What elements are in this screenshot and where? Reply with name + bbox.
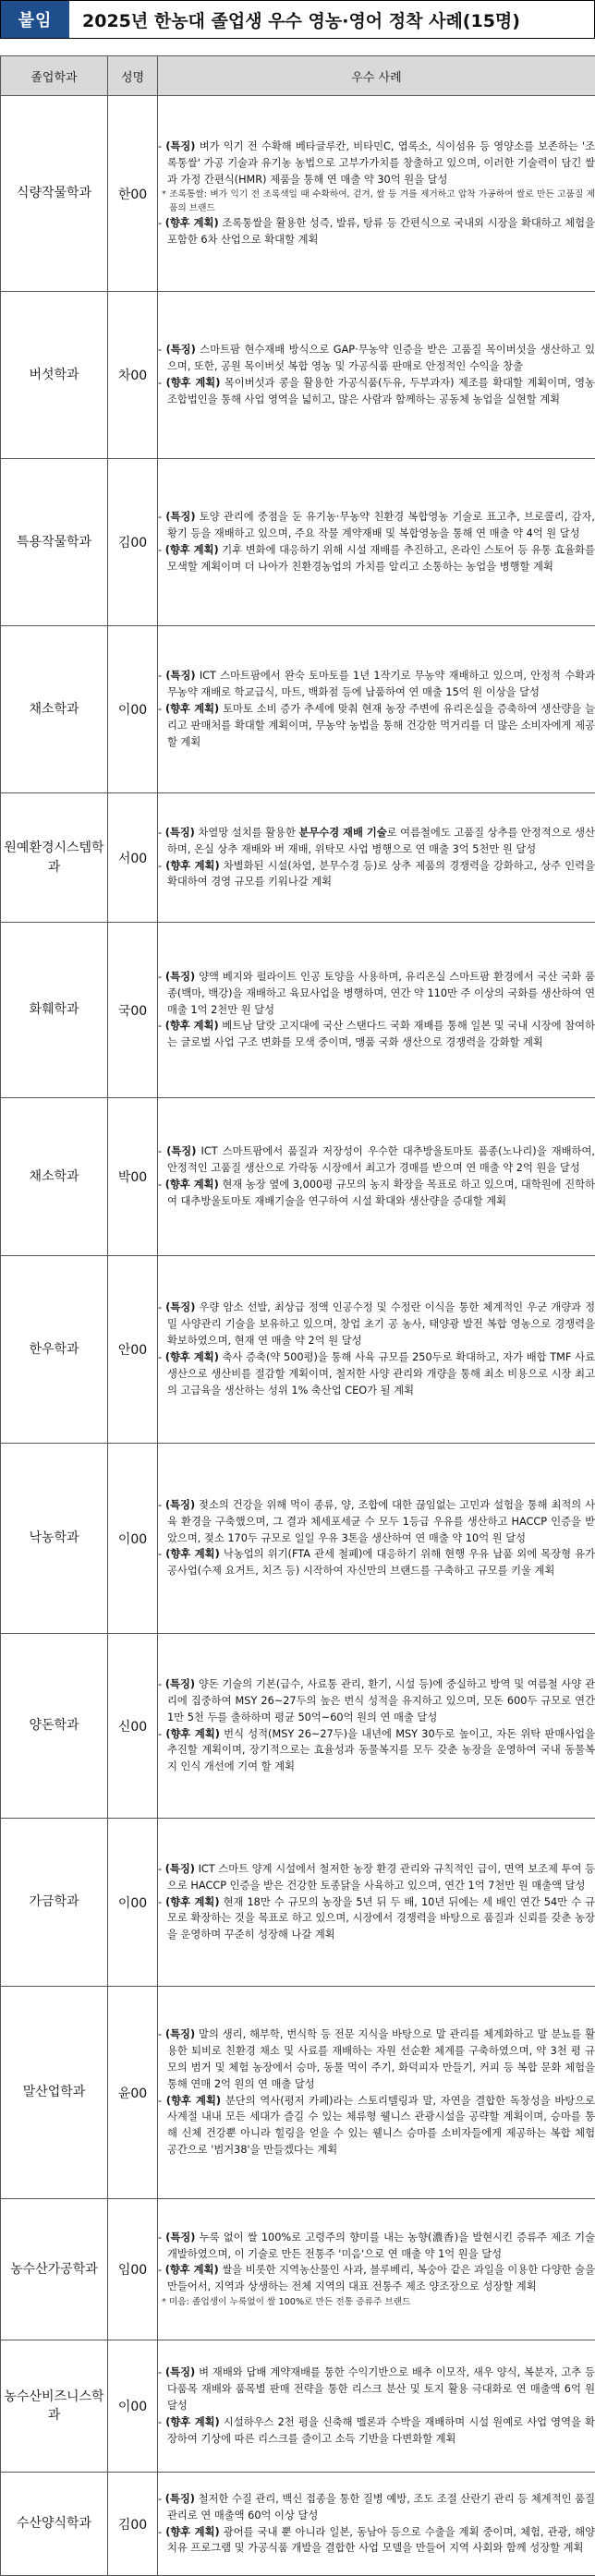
name-cell: 윤00 bbox=[108, 1987, 158, 2199]
case-item bbox=[158, 1726, 595, 1776]
case-item bbox=[158, 1177, 595, 1210]
dash-bullet: - bbox=[158, 2231, 165, 2243]
dash-bullet: - bbox=[158, 1179, 165, 1191]
cases-cell bbox=[158, 2473, 595, 2576]
dash-bullet: - bbox=[158, 1863, 165, 1875]
case-note bbox=[158, 187, 595, 215]
case-text: 조록통쌀을 활용한 성즉, 발류, 탕류 등 간편식으로 국내외 시장을 확대하고 체험을 포함한 6차 산업으로 확대할 계획 bbox=[167, 217, 595, 246]
case-item bbox=[158, 2414, 595, 2448]
table-row bbox=[1, 1098, 595, 1256]
dash-bullet: - bbox=[158, 217, 165, 229]
case-text: 양액 베지와 펄라이트 인공 토양을 사용하며, 유리온실 스마트팜 환경에서 국산 국화 품종(백마, 백강)을 재배하고 육묘사업을 병행하며, 연간 약 110만 주 이상의 국화를 생산하여 연 매출 1억 2천만 원 달성 bbox=[167, 971, 595, 1016]
case-keyword: (향후 계획) bbox=[165, 1351, 219, 1363]
case-item bbox=[158, 2491, 595, 2524]
case-text: 스마트팜 현수재배 방식으로 GAP·무농약 인증을 받은 고품질 목이버섯을 생산하고 있으며, 또한, 공원 목이버섯 복합 영농 및 가공식품 판매로 안정적인 수익을 창출 bbox=[167, 344, 595, 372]
dash-bullet: - bbox=[158, 140, 165, 152]
case-text: 우량 암소 선발, 최상급 정액 인공수정 및 수정란 이식을 통한 체계적인 우군 개량과 정밀 사양관리 기술을 보유하고 있으며, 창업 초기 공 농사, 태양광 발전 복합 영농으로 경쟁력을 확보하였으며, 현재 연 매출 약 2억 원 달성 bbox=[167, 1301, 595, 1347]
case-text: 분단의 역사(평저 카페)라는 스토리텔링과 말, 자연을 결합한 독창성을 바탕으로 사계절 내내 모든 세대가 즐길 수 있는 체류형 웰니스 관광시설을 공략할 계획이며, 승마를 통해 신체 건강뿐 아니라 힐링을 얻을 수 있는 웰니스 승마를 소비자들에게 제공하는 복합 체험 공간으로 '범거38'을 만들겠다는 계획 bbox=[167, 2095, 595, 2157]
table-row bbox=[1, 459, 595, 626]
department-cell: 한우학과 bbox=[1, 1256, 108, 1444]
case-item bbox=[158, 542, 595, 575]
case-item bbox=[158, 1143, 595, 1177]
case-keyword: (향후 계획) bbox=[165, 1728, 220, 1740]
table-row bbox=[1, 2340, 595, 2473]
cases-cell bbox=[158, 2340, 595, 2473]
dash-bullet: - bbox=[158, 2366, 165, 2378]
cases-cell bbox=[158, 1987, 595, 2199]
dash-bullet: - bbox=[158, 2416, 165, 2428]
cases-cell bbox=[158, 1256, 595, 1444]
name-cell: 안00 bbox=[108, 1256, 158, 1444]
name-cell: 김00 bbox=[108, 459, 158, 626]
department-cell: 채소학과 bbox=[1, 1098, 108, 1256]
case-keyword-inline: 분무수경 재배 기술 bbox=[298, 827, 386, 839]
case-keyword: (향후 계획) bbox=[165, 217, 219, 229]
case-item bbox=[158, 2524, 595, 2558]
case-text: 낙농업의 위기(FTA 관세 철폐)에 대응하기 위해 현행 우유 납품 외에 목장형 유가공사업(수제 요거트, 치즈 등) 시작하여 자신만의 브랜드를 구축하고 규모를 키울 계획 bbox=[167, 1548, 595, 1577]
dash-bullet: - bbox=[158, 377, 166, 389]
title-bar bbox=[0, 0, 595, 39]
dash-bullet: - bbox=[158, 1145, 166, 1157]
dash-bullet: - bbox=[158, 1728, 165, 1740]
case-text: 누룩 없이 쌀 100%로 고령주의 향미를 내는 농향(濃香)을 발현시킨 증류주 제조 기술 개발하였으며, 이 기술로 만든 전통주 '미음'으로 연 매출 약 1억 원을 달성 bbox=[167, 2231, 595, 2260]
case-text: 말의 생리, 해부학, 번식학 등 전문 지식을 바탕으로 말 관리를 체계화하고 말 분뇨를 활용한 퇴비로 친환경 채소 및 사료를 재배하는 자원 선순환 체계를 구축하였으며, 약 3천 평 규모의 범거 및 체험 농장에서 승마, 동물 먹이 주기, 화덕피자 만들기, 커피 등 복합 문화 체험을 통해 연매 2억 원의 연 매출 달성 bbox=[167, 2028, 595, 2090]
dash-bullet: - bbox=[158, 344, 166, 356]
case-keyword: (향후 계획) bbox=[166, 377, 221, 389]
case-item bbox=[158, 2093, 595, 2159]
case-note bbox=[158, 2295, 595, 2309]
spacer bbox=[0, 39, 595, 55]
case-text: ICT 스마트팜에서 완숙 토마토를 1년 1작기로 무농약 재배하고 있으며, 안정적 수확과 무농약 재배로 학교급식, 마트, 백화점 등에 납품하여 연 매출 15억 원 이상을 달성 bbox=[167, 670, 595, 698]
case-item bbox=[158, 139, 595, 188]
name-cell: 신00 bbox=[108, 1634, 158, 1819]
department-cell: 농수산가공학과 bbox=[1, 2199, 108, 2340]
case-text: 번식 성적(MSY 26~27두)을 내년에 MSY 30두로 높이고, 자돈 위탁 판매사업을 추진할 계획이며, 장기적으로는 효율성과 동물복지를 모두 갖춘 농장을 운영하여 국내 동물복지 인식 개선에 기여 할 계획 bbox=[167, 1728, 595, 1773]
dash-bullet: - bbox=[158, 1678, 165, 1690]
name-cell: 이00 bbox=[108, 626, 158, 793]
case-keyword: (특징) bbox=[165, 511, 195, 523]
case-text: 축사 증축(약 500평)을 통해 사육 규모를 250두로 확대하고, 자가 배합 TMF 사료 생산으로 생산비를 절감할 계획이며, 철저한 사양 관리와 개량을 통해 최소 비용으로 시장 최고의 고급육을 생산하는 성위 1% 축산업 CEO가 될 계획 bbox=[167, 1351, 595, 1397]
dash-bullet: - bbox=[158, 2095, 166, 2107]
case-keyword: (향후 계획) bbox=[165, 2416, 219, 2428]
table-row bbox=[1, 292, 595, 459]
case-item bbox=[158, 342, 595, 375]
department-cell: 원예환경시스템학과 bbox=[1, 793, 108, 923]
table-row bbox=[1, 1444, 595, 1634]
case-keyword: (향후 계획) bbox=[165, 1179, 219, 1191]
case-item bbox=[158, 1300, 595, 1349]
department-cell: 농수산비즈니스학과 bbox=[1, 2340, 108, 2473]
case-text: ICT 스마트 양계 시설에서 철저한 농장 환경 관리와 규칙적인 급이, 면역 보조제 투여 등으로 HACCP 인증을 받은 건강한 토종닭을 사육하고 있으며, 연간 1억 7천만 원 매출액 달성 bbox=[167, 1863, 595, 1892]
department-cell: 말산업학과 bbox=[1, 1987, 108, 2199]
dash-bullet: - bbox=[158, 2526, 165, 2538]
case-keyword: (특징) bbox=[165, 827, 195, 839]
case-keyword: (특징) bbox=[165, 2366, 195, 2378]
note-text: 조록통쌀: 벼가 익기 전 조록색일 때 수확하여, 겉겨, 쌀 등 겨를 제거하고 압착 가공하여 쌀로 만든 고품질 제품의 브랜드 bbox=[169, 189, 595, 213]
table-row bbox=[1, 1634, 595, 1819]
case-text: 토마토 소비 증가 추세에 맞춰 현재 농장 주변에 유리온실을 증축하여 생산량을 늘리고 판매처를 확대할 계획이며, 무농약 농법을 통해 건강한 먹거리를 더 많은 소비자에게 제공할 계획 bbox=[167, 703, 595, 748]
dash-bullet: - bbox=[158, 860, 165, 872]
name-cell: 이00 bbox=[108, 1444, 158, 1634]
case-item bbox=[158, 2364, 595, 2414]
cases-cell bbox=[158, 793, 595, 923]
case-item bbox=[158, 1861, 595, 1894]
case-keyword: (특징) bbox=[165, 971, 195, 983]
case-keyword: (특징) bbox=[165, 140, 195, 152]
case-item bbox=[158, 2262, 595, 2295]
case-keyword: (향후 계획) bbox=[165, 1020, 219, 1032]
case-text: 기후 변화에 대응하기 위해 시설 재배를 추진하고, 온라인 스토어 등 유통 효율화를 모색할 계획이며 더 나아가 친환경농업의 가치를 알리고 소통하는 농업을 병행할 계획 bbox=[167, 544, 595, 573]
case-text: 철저한 수질 관리, 백신 접종을 통한 질병 예방, 조도 조절 산란기 관리 등 체계적인 품질관리로 연 매출액 60억 이상 달성 bbox=[167, 2493, 595, 2522]
case-keyword: (향후 계획) bbox=[165, 1548, 220, 1560]
case-keyword: (특징) bbox=[166, 344, 196, 356]
dash-bullet: - bbox=[158, 1548, 165, 1560]
case-keyword: (향후 계획) bbox=[165, 1896, 219, 1908]
dash-bullet: - bbox=[158, 2028, 165, 2040]
name-cell: 이00 bbox=[108, 1819, 158, 1987]
case-item bbox=[158, 509, 595, 542]
department-cell: 식량작물학과 bbox=[1, 96, 108, 292]
department-cell: 특용작물학과 bbox=[1, 459, 108, 626]
table-body bbox=[1, 96, 595, 2576]
dash-bullet: - bbox=[158, 1301, 165, 1313]
case-item bbox=[158, 1349, 595, 1399]
department-cell: 낙농학과 bbox=[1, 1444, 108, 1634]
case-text: ICT 스마트팜에서 품질과 저장성이 우수한 대추방울토마토 품종(노나리)을 재배하여, 안정적인 고품질 생산으로 가락동 시장에서 최고가 경매를 받으며 연 매출 약 2억 원을 달성 bbox=[167, 1145, 595, 1174]
case-keyword: (향후 계획) bbox=[165, 2264, 219, 2276]
column-header-department: 졸업학과 bbox=[1, 56, 108, 96]
department-cell: 화훼학과 bbox=[1, 923, 108, 1098]
dash-bullet: - bbox=[158, 670, 165, 682]
case-keyword: (특징) bbox=[165, 670, 195, 682]
case-keyword: (특징) bbox=[165, 1499, 195, 1511]
cases-cell bbox=[158, 1634, 595, 1819]
dash-bullet: - bbox=[158, 544, 165, 556]
dash-bullet: - bbox=[158, 1896, 165, 1908]
note-bullet: * bbox=[162, 2297, 169, 2307]
case-text: 토양 관리에 중점을 둔 유기농·무농약 친환경 복합영농 기술로 표고추, 브로콜리, 감자, 황기 등을 재배하고 있으며, 주요 작물 계약재배 및 복합영농을 통해 연 매출 약 4억 원 달성 bbox=[167, 511, 595, 539]
case-keyword: (특징) bbox=[165, 1863, 195, 1875]
case-text: 차별화된 시설(차열, 분무수경 등)로 상추 제품의 경쟁력을 강화하고, 상주 인력을 확대하여 경영 규모를 키워나갈 계획 bbox=[167, 860, 595, 889]
table-row bbox=[1, 1987, 595, 2199]
table-row bbox=[1, 1819, 595, 1987]
case-keyword: (특징) bbox=[165, 2028, 195, 2040]
table-row bbox=[1, 1256, 595, 1444]
name-cell: 국00 bbox=[108, 923, 158, 1098]
dash-bullet: - bbox=[158, 1351, 165, 1363]
cases-cell bbox=[158, 626, 595, 793]
case-item bbox=[158, 215, 595, 248]
dash-bullet: - bbox=[158, 971, 165, 983]
case-keyword: (향후 계획) bbox=[165, 860, 219, 872]
case-text: 광어를 국내 뿐 아니라 일본, 동남아 등으로 수출을 계획 중이며, 체험, 관광, 해양치유 프로그램 및 가공식품 개발을 결합한 사업 모델을 만들어 지역 사회와 함께 성장할 계획 bbox=[167, 2526, 595, 2555]
case-item bbox=[158, 1497, 595, 1547]
cases-cell bbox=[158, 459, 595, 626]
table-row bbox=[1, 793, 595, 923]
name-cell: 한00 bbox=[108, 96, 158, 292]
case-text: 벼 재배와 답배 계약재배를 통한 수익기반으로 배추 이모작, 새우 양식, 복분자, 고추 등 다품목 재배와 품목별 판매 전략을 통한 리스크 분산 및 토지 활용 극대화로 연 매출액 6억 원 달성 bbox=[167, 2366, 595, 2412]
cases-cell bbox=[158, 1098, 595, 1256]
cases-cell bbox=[158, 1819, 595, 1987]
cases-cell bbox=[158, 96, 595, 292]
case-keyword: (향후 계획) bbox=[165, 544, 219, 556]
cases-cell bbox=[158, 2199, 595, 2340]
department-cell: 양돈학과 bbox=[1, 1634, 108, 1819]
case-item bbox=[158, 1546, 595, 1579]
department-cell: 가금학과 bbox=[1, 1819, 108, 1987]
name-cell: 김00 bbox=[108, 2473, 158, 2576]
name-cell: 이00 bbox=[108, 2340, 158, 2473]
case-keyword: (향후 계획) bbox=[165, 703, 219, 715]
column-header-cases: 우수 사례 bbox=[158, 56, 595, 96]
case-keyword: (특징) bbox=[165, 2493, 195, 2505]
dash-bullet: - bbox=[158, 1020, 165, 1032]
dash-bullet: - bbox=[158, 2264, 165, 2276]
note-bullet: * bbox=[162, 189, 169, 200]
department-cell: 버섯학과 bbox=[1, 292, 108, 459]
case-text: 베트남 달랏 고지대에 국산 스탠다드 국화 재배를 통해 일본 및 국내 시장에 참여하는 글로벌 사업 구조 변화를 모색 중이며, 맹품 국화 생산으로 경쟁력을 강화할 계획 bbox=[167, 1020, 595, 1048]
case-text-continued: 로 여름철에도 고품질 상추를 안정적으로 생산하며, 온실 상추 재배와 버 재배, 위탁모 사업 병행으로 연 매출 3억 5천만 원 달성 bbox=[167, 827, 595, 855]
dash-bullet: - bbox=[158, 2493, 165, 2505]
case-item bbox=[158, 668, 595, 701]
column-header-name: 성명 bbox=[108, 56, 158, 96]
dash-bullet: - bbox=[158, 511, 165, 523]
case-keyword: (향후 계획) bbox=[166, 2095, 221, 2107]
case-text: 현재 18만 수 규모의 농장을 5년 뒤 두 배, 10년 뒤에는 세 배인 연간 54만 수 규모로 확장하는 것을 목표로 하고 있으며, 시장에서 경쟁력을 바탕으로 품질과 신뢰를 갖춘 농장을 운영하며 꾸준히 성장해 나갈 계획 bbox=[167, 1896, 595, 1941]
attachment-badge: 붙임 bbox=[1, 1, 69, 38]
name-cell: 박00 bbox=[108, 1098, 158, 1256]
case-item bbox=[158, 969, 595, 1019]
cases-table bbox=[0, 55, 595, 2576]
case-item bbox=[158, 1018, 595, 1051]
case-keyword: (특징) bbox=[165, 2231, 195, 2243]
table-row bbox=[1, 96, 595, 292]
case-text: 벼가 익기 전 수확해 베타글루칸, 비타민C, 엽록소, 식이섬유 등 영양소를 보존하는 '조록통쌀' 가공 기술과 유기농 농법으로 고부가가치를 창출하고 있으며, 이러한 기술력이 담긴 쌀과 가정 간편식(HMR) 제품을 통해 연 매출 약 30억 원을 달성 bbox=[167, 140, 595, 186]
table-header-row bbox=[1, 56, 595, 96]
case-text: 시설하우스 2천 평을 신축해 멜론과 수박을 재배하며 시설 원예로 사업 영역을 확장하여 기상에 따른 리스크를 줄이고 소득 기반을 다변화할 계획 bbox=[167, 2416, 595, 2445]
case-keyword: (특징) bbox=[165, 1678, 195, 1690]
case-text: 젖소의 건강을 위해 먹이 종류, 양, 조합에 대한 끊임없는 고민과 설험을 통해 최적의 사육 환경을 구축했으며, 그 결과 체세포세균 수 모두 1등급 우유를 생산하고 HACCP 인증을 받았으며, 젖소 170두 규모로 일일 우유 3톤을 생산하여 연 매출 약 10억 원 달성 bbox=[167, 1499, 595, 1544]
case-item bbox=[158, 701, 595, 751]
case-item bbox=[158, 2026, 595, 2092]
name-cell: 차00 bbox=[108, 292, 158, 459]
table-row bbox=[1, 923, 595, 1098]
name-cell: 서00 bbox=[108, 793, 158, 923]
note-text: 미음: 졸업생이 누룩없이 쌀 100%로 만든 전통 증류주 브랜드 bbox=[169, 2297, 410, 2307]
page-title: 2025년 한농대 졸업생 우수 영농·영어 정착 사례(15명) bbox=[69, 1, 594, 38]
table-row bbox=[1, 2199, 595, 2340]
case-item bbox=[158, 2230, 595, 2263]
table-row bbox=[1, 626, 595, 793]
cases-cell bbox=[158, 292, 595, 459]
cases-cell bbox=[158, 923, 595, 1098]
dash-bullet: - bbox=[158, 703, 165, 715]
dash-bullet: - bbox=[158, 827, 165, 839]
case-text: 양돈 기술의 기본(급수, 사료통 관리, 환기, 시설 등)에 중실하고 방역 및 여름철 사양 관리에 집중하여 MSY 26~27두의 높은 번식 성적을 유지하고 있으며, 모돈 600두 규모로 연간 1만 5천 두를 출하하며 평균 50억~60억 원의 연 매출 달성 bbox=[167, 1678, 595, 1723]
name-cell: 임00 bbox=[108, 2199, 158, 2340]
case-text: 목이버섯과 콩을 활용한 가공식품(두유, 두부과자) 제조를 확대할 계획이며, 영농조합법인을 통해 사업 영역을 넓히고, 많은 사람과 함께하는 공동체 농업을 실현할 계획 bbox=[167, 377, 595, 405]
case-keyword: (특징) bbox=[165, 1301, 195, 1313]
case-item bbox=[158, 1676, 595, 1726]
case-keyword: (특징) bbox=[166, 1145, 196, 1157]
dash-bullet: - bbox=[158, 1499, 165, 1511]
case-item bbox=[158, 858, 595, 891]
case-item bbox=[158, 1894, 595, 1944]
case-text: 쌀을 비롯한 지역농산물인 사과, 블루베리, 복숭아 같은 과일을 이용한 다양한 술을 만들어서, 지역과 상생하는 전체 지역의 대표 전통주 제조 양조장으로 성장할 계획 bbox=[167, 2264, 595, 2292]
case-keyword: (향후 계획) bbox=[165, 2526, 219, 2538]
department-cell: 채소학과 bbox=[1, 626, 108, 793]
department-cell: 수산양식학과 bbox=[1, 2473, 108, 2576]
cases-cell bbox=[158, 1444, 595, 1634]
case-text: 차열망 설치를 활용한 bbox=[195, 827, 299, 839]
case-item bbox=[158, 375, 595, 408]
case-text: 현재 농장 옆에 3,000평 규모의 농지 확장을 목표로 하고 있으며, 대학원에 진학하여 대추방울토마토 재배기술을 연구하여 시설 확대와 생산량을 증대할 계획 bbox=[167, 1179, 595, 1207]
case-item bbox=[158, 825, 595, 858]
table-row bbox=[1, 2473, 595, 2576]
